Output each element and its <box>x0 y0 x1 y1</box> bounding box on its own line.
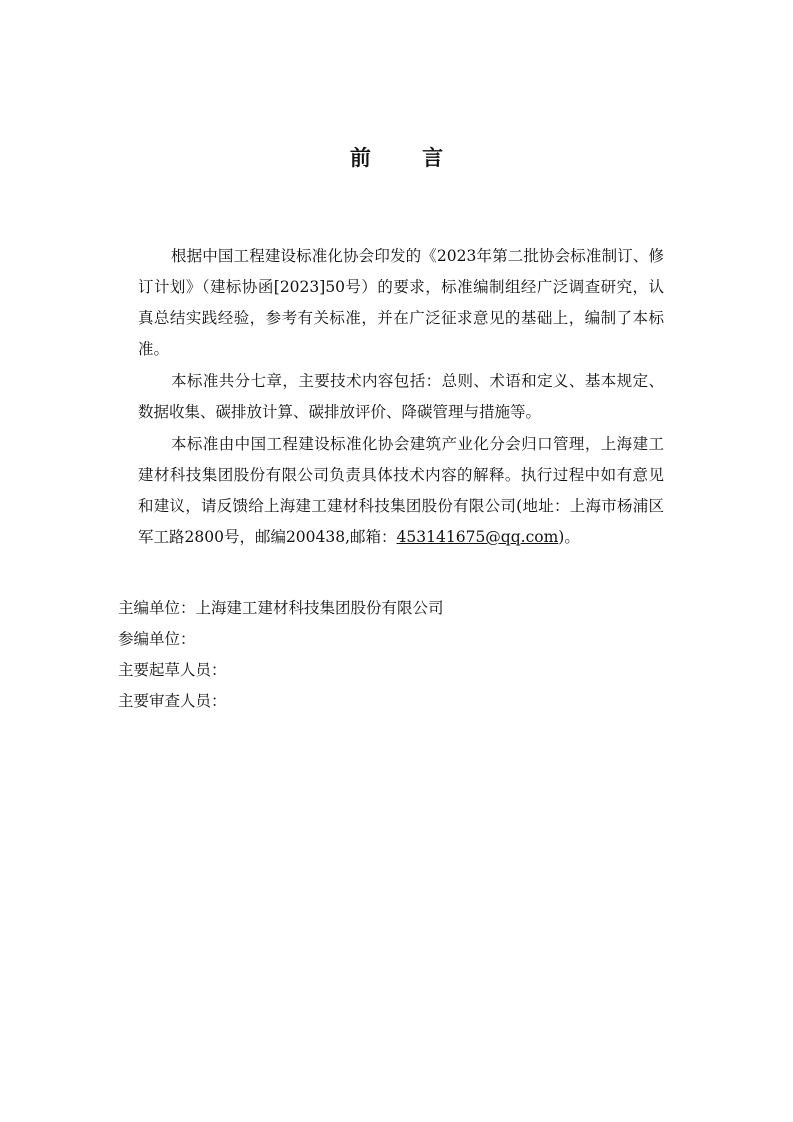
preface-body <box>138 241 664 554</box>
paragraph-management-text: 本标准由中国工程建设标准化协会建筑产业化分会归口管理，上海建工建材科技集团股份有限公司负责具体技术内容的解释。执行过程中如有意见 和建议，请反馈给上海建工建材科技集团股份有限公司(地址：上海市杨浦区军工路2800号，邮编200438,邮箱： <box>138 435 664 546</box>
credits-block <box>118 593 678 717</box>
paragraph-management-end: )。 <box>558 528 580 546</box>
paragraph-contents: 本标准共分七章，主要技术内容包括：总则、术语和定义、基本规定、数据收集、碳排放计算、碳排放评价、降碳管理与措施等。 <box>138 372 664 421</box>
paragraph-background: 根据中国工程建设标准化协会印发的《2023年第二批协会标准制订、修订计划》（建标协函[2023]50号）的要求，标准编制组经广泛调查研究，认真总结实践经验，参考有关标准，并在广泛征求意见的基础上，编制了本标准。 <box>138 247 664 358</box>
participating-units-line: 参编单位： <box>118 630 196 648</box>
main-drafters-line: 主要起草人员： <box>118 661 227 679</box>
email-link[interactable]: 453141675@qq.com <box>396 528 559 546</box>
paragraph-management <box>138 429 664 553</box>
page-title: 前 言 <box>349 145 466 170</box>
main-reviewers-line: 主要审查人员： <box>118 692 227 710</box>
chief-unit-line: 主编单位：上海建工建材科技集团股份有限公司 <box>118 599 444 617</box>
